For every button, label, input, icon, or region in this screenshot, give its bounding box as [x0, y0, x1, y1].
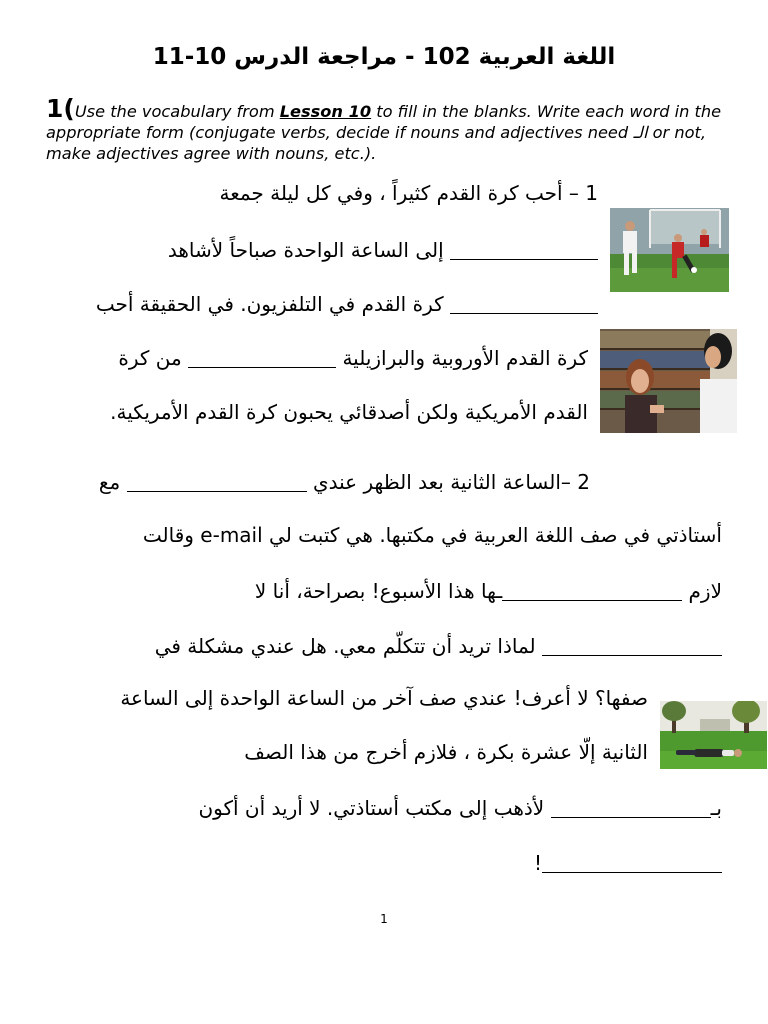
ex2-line-8-text: !: [533, 851, 542, 875]
ex1-line-4-text-a: كرة القدم الأوروبية والبرازيلية: [342, 346, 588, 370]
ex1-line-2-text: إلى الساعة الواحدة صباحاً لأشاهد: [167, 238, 444, 262]
question-number: 1(: [46, 94, 75, 123]
instructions: [46, 94, 736, 164]
lesson-reference: Lesson 10: [279, 102, 372, 121]
ex1-line-5: القدم الأمريكية ولكن أصدقائي يحبون كرة القدم الأمريكية.: [110, 400, 588, 424]
ex2-line-8: [534, 850, 722, 875]
ex1-line-4-text-b: من كرة: [118, 346, 182, 370]
ex2-line-7-text-a: بـ: [710, 796, 722, 820]
ex1-line-3: [96, 291, 598, 316]
blank-8[interactable]: [542, 850, 722, 873]
blank-2[interactable]: [450, 291, 598, 314]
page-number: 1: [380, 912, 388, 926]
blank-4[interactable]: [127, 469, 307, 492]
blank-3[interactable]: [188, 345, 336, 368]
ex2-line-1-text-a: 2 –الساعة الثانية بعد الظهر عندي: [312, 470, 590, 494]
ex2-line-5: صفها؟ لا أعرف! عندي صف آخر من الساعة الواحدة إلى الساعة: [120, 686, 648, 710]
blank-7[interactable]: [551, 795, 711, 818]
page-title: اللغة العربية 102 - مراجعة الدرس 10-11: [152, 44, 616, 70]
instructions-part2: to fill in the blanks. Write each word in the appropriate form (conjugate verbs, decide if nouns and adjectives need الـ or not, make adjectives agree with nouns, etc.).: [46, 102, 722, 163]
park-photo: [660, 701, 767, 769]
ex2-line-7: [198, 795, 722, 820]
ex2-line-6: الثانية إلّا عشرة بكرة ، فلازم أخرج من هذا الصف: [244, 740, 648, 764]
ex1-line-4: [118, 345, 588, 370]
ex2-line-3-text-b: ـها هذا الأسبوع! بصراحة، أنا لا: [254, 579, 503, 603]
library-photo: [600, 329, 737, 433]
blank-1[interactable]: [450, 237, 598, 260]
blank-5[interactable]: [502, 578, 682, 601]
blank-6[interactable]: [542, 633, 722, 656]
soccer-photo: [610, 208, 729, 292]
ex1-line-1: 1 – أحب كرة القدم كثيراً ، وفي كل ليلة جمعة: [219, 181, 598, 205]
ex1-line-2: [168, 237, 598, 262]
ex2-line-7-text-b: لأذهب إلى مكتب أستاذتي. لا أريد أن أكون: [198, 796, 545, 820]
ex2-line-2: أستاذتي في صف اللغة العربية في مكتبها. هي كتبت لي e-mail وقالت: [142, 523, 722, 547]
ex1-line-3-text: كرة القدم في التلفزيون. في الحقيقة أحب: [95, 292, 444, 316]
ex2-line-3-text-a: لازم: [688, 579, 722, 603]
instructions-part1: Use the vocabulary from: [74, 102, 280, 121]
ex2-line-1: [99, 469, 590, 494]
ex2-line-4: [155, 633, 722, 658]
ex2-line-4-text: لماذا تريد أن تتكلّم معي. هل عندي مشكلة في: [154, 634, 536, 658]
ex2-line-3: [255, 578, 722, 603]
ex2-line-1-text-b: مع: [98, 470, 121, 494]
